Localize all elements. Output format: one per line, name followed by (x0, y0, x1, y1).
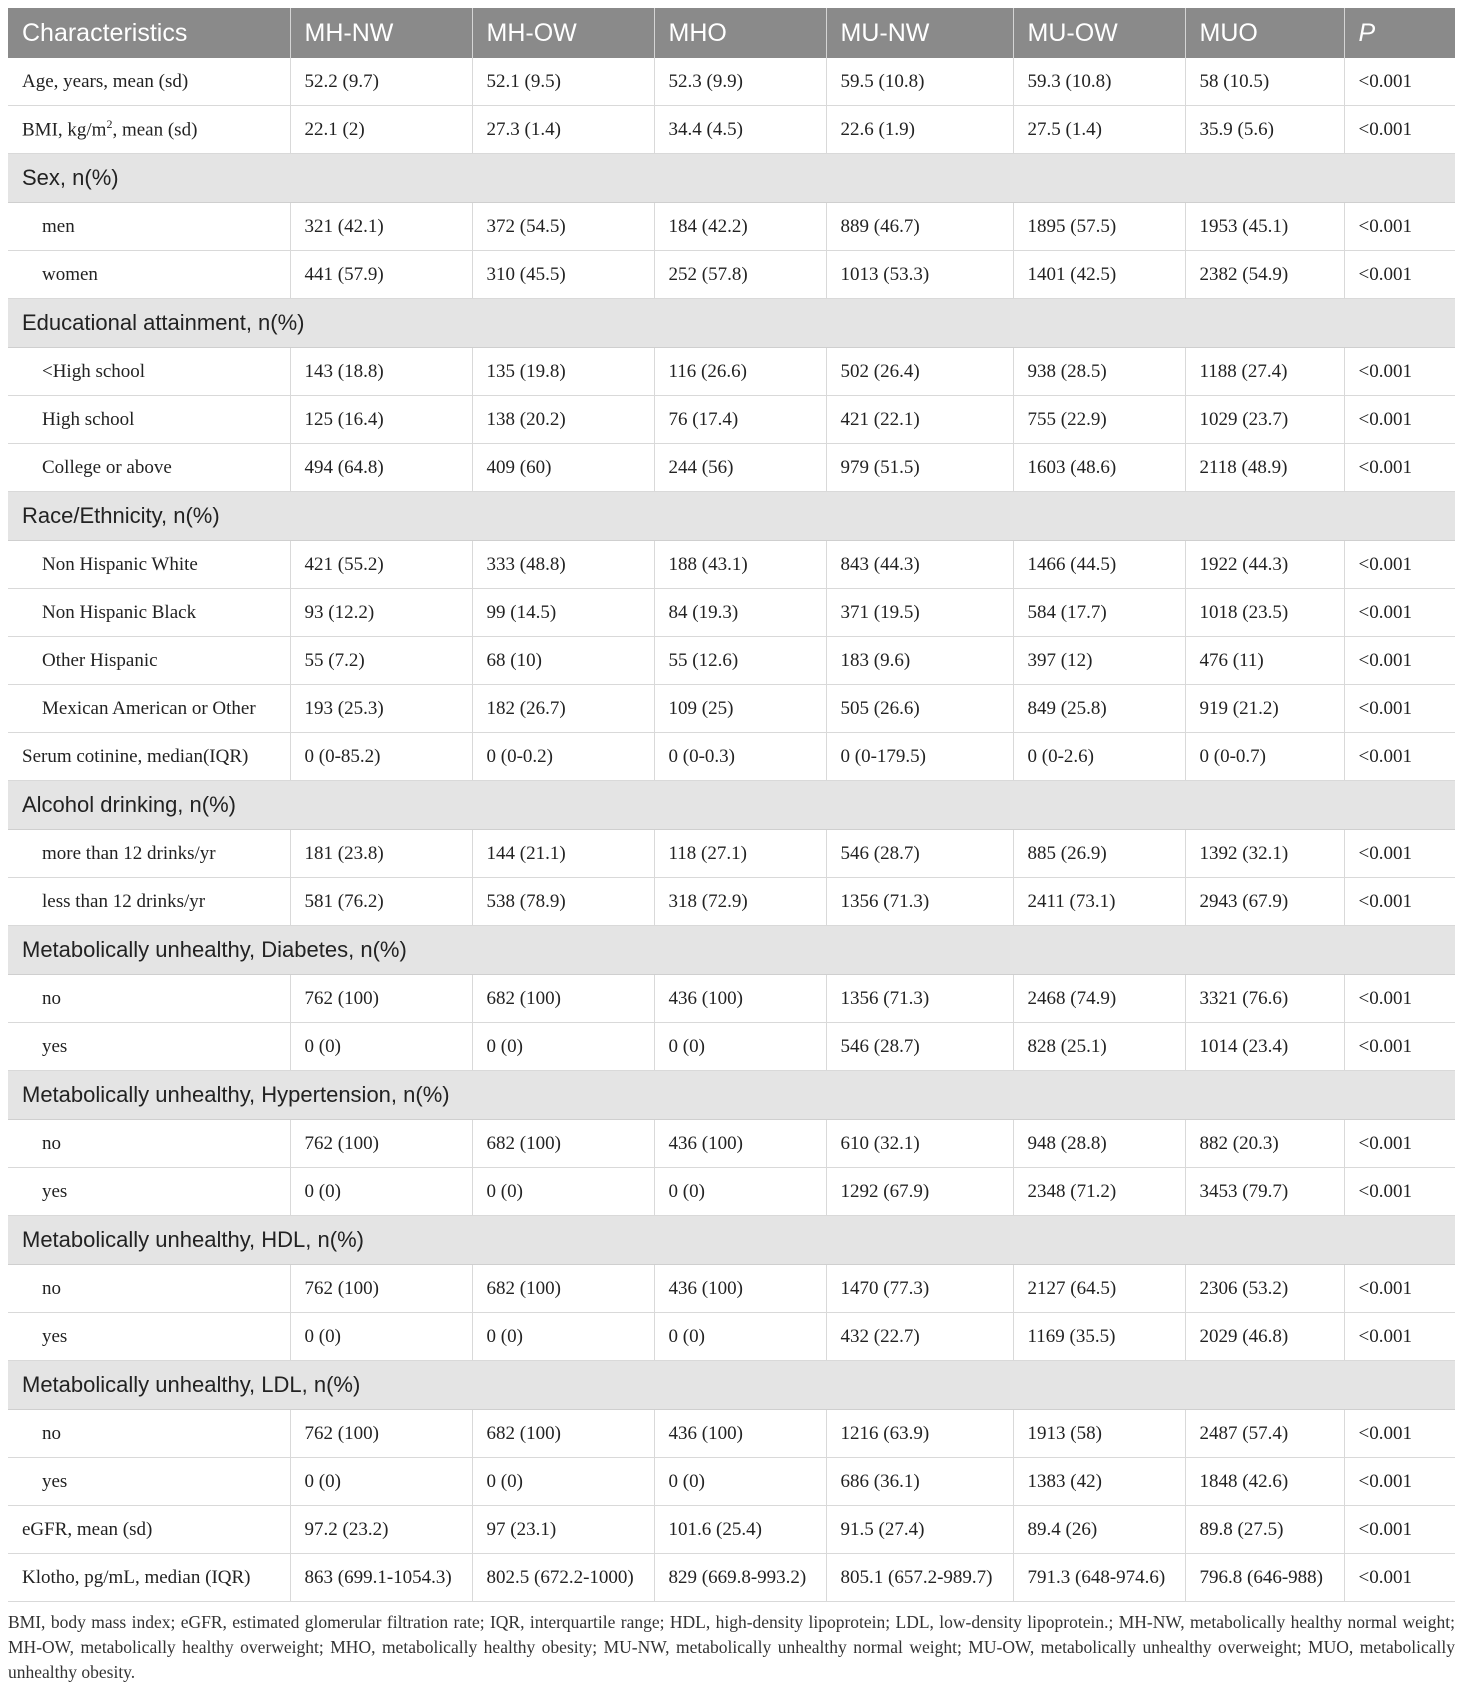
p-value-cell: <0.001 (1344, 975, 1455, 1023)
p-value-cell: <0.001 (1344, 1168, 1455, 1216)
table-row (8, 975, 1455, 1023)
value-cell: 91.5 (27.4) (826, 1506, 1013, 1554)
table-row (8, 878, 1455, 926)
section-row (8, 1216, 1455, 1265)
value-cell: 584 (17.7) (1013, 589, 1185, 637)
value-cell: 1470 (77.3) (826, 1265, 1013, 1313)
row-label-superscript: 2 (106, 117, 113, 132)
section-row (8, 781, 1455, 830)
table-row (8, 733, 1455, 781)
header-characteristics: Characteristics (8, 8, 290, 58)
p-value-cell: <0.001 (1344, 251, 1455, 299)
value-cell: 55 (12.6) (654, 637, 826, 685)
row-label: Age, years, mean (sd) (8, 58, 290, 106)
value-cell: 52.1 (9.5) (472, 58, 654, 106)
section-label: Metabolically unhealthy, Diabetes, n(%) (8, 926, 1455, 975)
value-cell: 144 (21.1) (472, 830, 654, 878)
value-cell: 1466 (44.5) (1013, 541, 1185, 589)
table-row (8, 1265, 1455, 1313)
value-cell: 546 (28.7) (826, 1023, 1013, 1071)
value-cell: 1913 (58) (1013, 1410, 1185, 1458)
header-mho: MHO (654, 8, 826, 58)
value-cell: 1292 (67.9) (826, 1168, 1013, 1216)
value-cell: 2382 (54.9) (1185, 251, 1344, 299)
value-cell: 2348 (71.2) (1013, 1168, 1185, 1216)
value-cell: 333 (48.8) (472, 541, 654, 589)
row-label: Non Hispanic White (8, 541, 290, 589)
value-cell: 802.5 (672.2-1000) (472, 1554, 654, 1602)
value-cell: 118 (27.1) (654, 830, 826, 878)
table-row (8, 1506, 1455, 1554)
value-cell: 252 (57.8) (654, 251, 826, 299)
value-cell: 34.4 (4.5) (654, 106, 826, 154)
section-label: Educational attainment, n(%) (8, 299, 1455, 348)
p-value-cell: <0.001 (1344, 685, 1455, 733)
value-cell: 843 (44.3) (826, 541, 1013, 589)
value-cell: 882 (20.3) (1185, 1120, 1344, 1168)
value-cell: 938 (28.5) (1013, 348, 1185, 396)
value-cell: 791.3 (648-974.6) (1013, 1554, 1185, 1602)
table-header-row (8, 8, 1455, 58)
value-cell: 0 (0-0.7) (1185, 733, 1344, 781)
row-label: less than 12 drinks/yr (8, 878, 290, 926)
row-label: yes (8, 1168, 290, 1216)
value-cell: 1216 (63.9) (826, 1410, 1013, 1458)
value-cell: 184 (42.2) (654, 203, 826, 251)
table-row (8, 348, 1455, 396)
value-cell: 682 (100) (472, 975, 654, 1023)
section-label: Metabolically unhealthy, HDL, n(%) (8, 1216, 1455, 1265)
value-cell: 183 (9.6) (826, 637, 1013, 685)
table-row (8, 251, 1455, 299)
value-cell: 1895 (57.5) (1013, 203, 1185, 251)
p-value-cell: <0.001 (1344, 58, 1455, 106)
value-cell: 436 (100) (654, 1410, 826, 1458)
row-label: Serum cotinine, median(IQR) (8, 733, 290, 781)
value-cell: 2127 (64.5) (1013, 1265, 1185, 1313)
header-muo: MUO (1185, 8, 1344, 58)
section-label: Alcohol drinking, n(%) (8, 781, 1455, 830)
value-cell: 476 (11) (1185, 637, 1344, 685)
value-cell: 89.4 (26) (1013, 1506, 1185, 1554)
row-label: Non Hispanic Black (8, 589, 290, 637)
value-cell: 1013 (53.3) (826, 251, 1013, 299)
value-cell: 0 (0-2.6) (1013, 733, 1185, 781)
value-cell: 421 (55.2) (290, 541, 472, 589)
section-label: Race/Ethnicity, n(%) (8, 492, 1455, 541)
row-label: no (8, 975, 290, 1023)
p-value-cell: <0.001 (1344, 878, 1455, 926)
value-cell: 318 (72.9) (654, 878, 826, 926)
value-cell: 182 (26.7) (472, 685, 654, 733)
table-row (8, 685, 1455, 733)
row-label: College or above (8, 444, 290, 492)
header-mh-nw: MH-NW (290, 8, 472, 58)
value-cell: 436 (100) (654, 1265, 826, 1313)
p-value-cell: <0.001 (1344, 589, 1455, 637)
value-cell: 0 (0-0.3) (654, 733, 826, 781)
value-cell: 97 (23.1) (472, 1506, 654, 1554)
table-row (8, 541, 1455, 589)
value-cell: 188 (43.1) (654, 541, 826, 589)
table-row (8, 1168, 1455, 1216)
value-cell: 135 (19.8) (472, 348, 654, 396)
header-mu-nw: MU-NW (826, 8, 1013, 58)
value-cell: 1356 (71.3) (826, 975, 1013, 1023)
table-row (8, 1023, 1455, 1071)
value-cell: 1922 (44.3) (1185, 541, 1344, 589)
value-cell: 0 (0) (290, 1168, 472, 1216)
row-label: men (8, 203, 290, 251)
value-cell: 2943 (67.9) (1185, 878, 1344, 926)
table-row (8, 106, 1455, 154)
row-label: Klotho, pg/mL, median (IQR) (8, 1554, 290, 1602)
value-cell: 76 (17.4) (654, 396, 826, 444)
value-cell: 371 (19.5) (826, 589, 1013, 637)
value-cell: 3453 (79.7) (1185, 1168, 1344, 1216)
p-value-cell: <0.001 (1344, 1023, 1455, 1071)
value-cell: 2029 (46.8) (1185, 1313, 1344, 1361)
value-cell: 0 (0) (472, 1023, 654, 1071)
table-footnote: BMI, body mass index; eGFR, estimated glomerular filtration rate; IQR, interquartile range; HDL, high-density lipoprotein; LDL, low-density lipoprotein.; MH-NW, metabolically healthy normal weight; MH-OW, metabolically healthy overweight; MHO, metabolically healthy obesity; MU-NW, metabolically unhealthy normal weight; MU-OW, metabolically unhealthy overweight; MUO, metabolically unhealthy obesity. (8, 1612, 1455, 1682)
value-cell: 762 (100) (290, 1410, 472, 1458)
value-cell: 948 (28.8) (1013, 1120, 1185, 1168)
value-cell: 55 (7.2) (290, 637, 472, 685)
value-cell: 0 (0-0.2) (472, 733, 654, 781)
table-row (8, 396, 1455, 444)
row-label: women (8, 251, 290, 299)
value-cell: 27.3 (1.4) (472, 106, 654, 154)
value-cell: 52.3 (9.9) (654, 58, 826, 106)
table-row (8, 1313, 1455, 1361)
value-cell: 829 (669.8-993.2) (654, 1554, 826, 1602)
section-row (8, 154, 1455, 203)
value-cell: 52.2 (9.7) (290, 58, 472, 106)
p-value-cell: <0.001 (1344, 444, 1455, 492)
value-cell: 1029 (23.7) (1185, 396, 1344, 444)
value-cell: 682 (100) (472, 1120, 654, 1168)
value-cell: 68 (10) (472, 637, 654, 685)
value-cell: 27.5 (1.4) (1013, 106, 1185, 154)
value-cell: 2411 (73.1) (1013, 878, 1185, 926)
value-cell: 2118 (48.9) (1185, 444, 1344, 492)
value-cell: 59.3 (10.8) (1013, 58, 1185, 106)
value-cell: 805.1 (657.2-989.7) (826, 1554, 1013, 1602)
value-cell: 181 (23.8) (290, 830, 472, 878)
row-label: more than 12 drinks/yr (8, 830, 290, 878)
row-label: yes (8, 1313, 290, 1361)
value-cell: 863 (699.1-1054.3) (290, 1554, 472, 1602)
value-cell: 1014 (23.4) (1185, 1023, 1344, 1071)
p-value-cell: <0.001 (1344, 1265, 1455, 1313)
section-label: Metabolically unhealthy, Hypertension, n(%) (8, 1071, 1455, 1120)
characteristics-table-container (8, 8, 1455, 1602)
header-mu-ow: MU-OW (1013, 8, 1185, 58)
value-cell: 889 (46.7) (826, 203, 1013, 251)
p-value-cell: <0.001 (1344, 1458, 1455, 1506)
value-cell: 686 (36.1) (826, 1458, 1013, 1506)
p-value-cell: <0.001 (1344, 106, 1455, 154)
value-cell: 0 (0) (472, 1168, 654, 1216)
header-p-value: P (1344, 8, 1455, 58)
p-value-cell: <0.001 (1344, 637, 1455, 685)
value-cell: 755 (22.9) (1013, 396, 1185, 444)
value-cell: 59.5 (10.8) (826, 58, 1013, 106)
value-cell: 919 (21.2) (1185, 685, 1344, 733)
value-cell: 885 (26.9) (1013, 830, 1185, 878)
table-row (8, 589, 1455, 637)
value-cell: 0 (0-85.2) (290, 733, 472, 781)
value-cell: 35.9 (5.6) (1185, 106, 1344, 154)
value-cell: 22.6 (1.9) (826, 106, 1013, 154)
table-row (8, 1554, 1455, 1602)
value-cell: 244 (56) (654, 444, 826, 492)
value-cell: 849 (25.8) (1013, 685, 1185, 733)
value-cell: 436 (100) (654, 1120, 826, 1168)
table-row (8, 1458, 1455, 1506)
value-cell: 101.6 (25.4) (654, 1506, 826, 1554)
section-row (8, 1361, 1455, 1410)
row-label: Other Hispanic (8, 637, 290, 685)
table-row (8, 1410, 1455, 1458)
table-row (8, 203, 1455, 251)
p-value-cell: <0.001 (1344, 396, 1455, 444)
value-cell: 0 (0) (654, 1458, 826, 1506)
value-cell: 0 (0) (290, 1313, 472, 1361)
p-value-cell: <0.001 (1344, 541, 1455, 589)
value-cell: 143 (18.8) (290, 348, 472, 396)
value-cell: 796.8 (646-988) (1185, 1554, 1344, 1602)
characteristics-table (8, 8, 1455, 1602)
p-value-cell: <0.001 (1344, 1410, 1455, 1458)
value-cell: 97.2 (23.2) (290, 1506, 472, 1554)
value-cell: 0 (0) (654, 1313, 826, 1361)
row-label: High school (8, 396, 290, 444)
row-label: Mexican American or Other (8, 685, 290, 733)
value-cell: 1383 (42) (1013, 1458, 1185, 1506)
table-row (8, 1120, 1455, 1168)
value-cell: 0 (0) (290, 1458, 472, 1506)
value-cell: 116 (26.6) (654, 348, 826, 396)
value-cell: 421 (22.1) (826, 396, 1013, 444)
value-cell: 436 (100) (654, 975, 826, 1023)
value-cell: 1018 (23.5) (1185, 589, 1344, 637)
value-cell: 581 (76.2) (290, 878, 472, 926)
value-cell: 494 (64.8) (290, 444, 472, 492)
value-cell: 546 (28.7) (826, 830, 1013, 878)
value-cell: 321 (42.1) (290, 203, 472, 251)
value-cell: 979 (51.5) (826, 444, 1013, 492)
value-cell: 0 (0-179.5) (826, 733, 1013, 781)
value-cell: 682 (100) (472, 1410, 654, 1458)
row-label-part: , mean (sd) (112, 119, 198, 141)
value-cell: 762 (100) (290, 1265, 472, 1313)
row-label: no (8, 1120, 290, 1168)
value-cell: 89.8 (27.5) (1185, 1506, 1344, 1554)
section-row (8, 492, 1455, 541)
row-label: eGFR, mean (sd) (8, 1506, 290, 1554)
section-row (8, 1071, 1455, 1120)
value-cell: 538 (78.9) (472, 878, 654, 926)
value-cell: 1356 (71.3) (826, 878, 1013, 926)
row-label: no (8, 1265, 290, 1313)
value-cell: 409 (60) (472, 444, 654, 492)
section-row (8, 299, 1455, 348)
table-row (8, 830, 1455, 878)
value-cell: 1188 (27.4) (1185, 348, 1344, 396)
section-row (8, 926, 1455, 975)
value-cell: 505 (26.6) (826, 685, 1013, 733)
value-cell: 125 (16.4) (290, 396, 472, 444)
value-cell: 1603 (48.6) (1013, 444, 1185, 492)
header-mh-ow: MH-OW (472, 8, 654, 58)
value-cell: 828 (25.1) (1013, 1023, 1185, 1071)
value-cell: 109 (25) (654, 685, 826, 733)
value-cell: 432 (22.7) (826, 1313, 1013, 1361)
p-value-cell: <0.001 (1344, 203, 1455, 251)
value-cell: 0 (0) (654, 1168, 826, 1216)
p-value-cell: <0.001 (1344, 1506, 1455, 1554)
row-label: no (8, 1410, 290, 1458)
table-row (8, 58, 1455, 106)
value-cell: 2468 (74.9) (1013, 975, 1185, 1023)
value-cell: 1848 (42.6) (1185, 1458, 1344, 1506)
value-cell: 441 (57.9) (290, 251, 472, 299)
value-cell: 0 (0) (654, 1023, 826, 1071)
row-label: yes (8, 1023, 290, 1071)
value-cell: 2487 (57.4) (1185, 1410, 1344, 1458)
p-value-cell: <0.001 (1344, 1120, 1455, 1168)
value-cell: 193 (25.3) (290, 685, 472, 733)
value-cell: 502 (26.4) (826, 348, 1013, 396)
value-cell: 22.1 (2) (290, 106, 472, 154)
p-value-cell: <0.001 (1344, 348, 1455, 396)
table-row (8, 637, 1455, 685)
value-cell: 58 (10.5) (1185, 58, 1344, 106)
p-value-cell: <0.001 (1344, 733, 1455, 781)
value-cell: 610 (32.1) (826, 1120, 1013, 1168)
value-cell: 397 (12) (1013, 637, 1185, 685)
value-cell: 1401 (42.5) (1013, 251, 1185, 299)
value-cell: 138 (20.2) (472, 396, 654, 444)
value-cell: 682 (100) (472, 1265, 654, 1313)
value-cell: 0 (0) (472, 1458, 654, 1506)
p-value-cell: <0.001 (1344, 1554, 1455, 1602)
value-cell: 0 (0) (472, 1313, 654, 1361)
value-cell: 2306 (53.2) (1185, 1265, 1344, 1313)
row-label-part: BMI, kg/m (22, 119, 107, 141)
value-cell: 93 (12.2) (290, 589, 472, 637)
value-cell: 3321 (76.6) (1185, 975, 1344, 1023)
value-cell: 762 (100) (290, 1120, 472, 1168)
value-cell: 372 (54.5) (472, 203, 654, 251)
row-label: <High school (8, 348, 290, 396)
p-value-cell: <0.001 (1344, 830, 1455, 878)
value-cell: 84 (19.3) (654, 589, 826, 637)
section-label: Sex, n(%) (8, 154, 1455, 203)
row-label: yes (8, 1458, 290, 1506)
section-label: Metabolically unhealthy, LDL, n(%) (8, 1361, 1455, 1410)
value-cell: 1953 (45.1) (1185, 203, 1344, 251)
value-cell: 1169 (35.5) (1013, 1313, 1185, 1361)
value-cell: 1392 (32.1) (1185, 830, 1344, 878)
row-label (8, 106, 290, 154)
value-cell: 762 (100) (290, 975, 472, 1023)
table-row (8, 444, 1455, 492)
value-cell: 99 (14.5) (472, 589, 654, 637)
p-value-cell: <0.001 (1344, 1313, 1455, 1361)
table-body (8, 58, 1455, 1602)
value-cell: 310 (45.5) (472, 251, 654, 299)
value-cell: 0 (0) (290, 1023, 472, 1071)
